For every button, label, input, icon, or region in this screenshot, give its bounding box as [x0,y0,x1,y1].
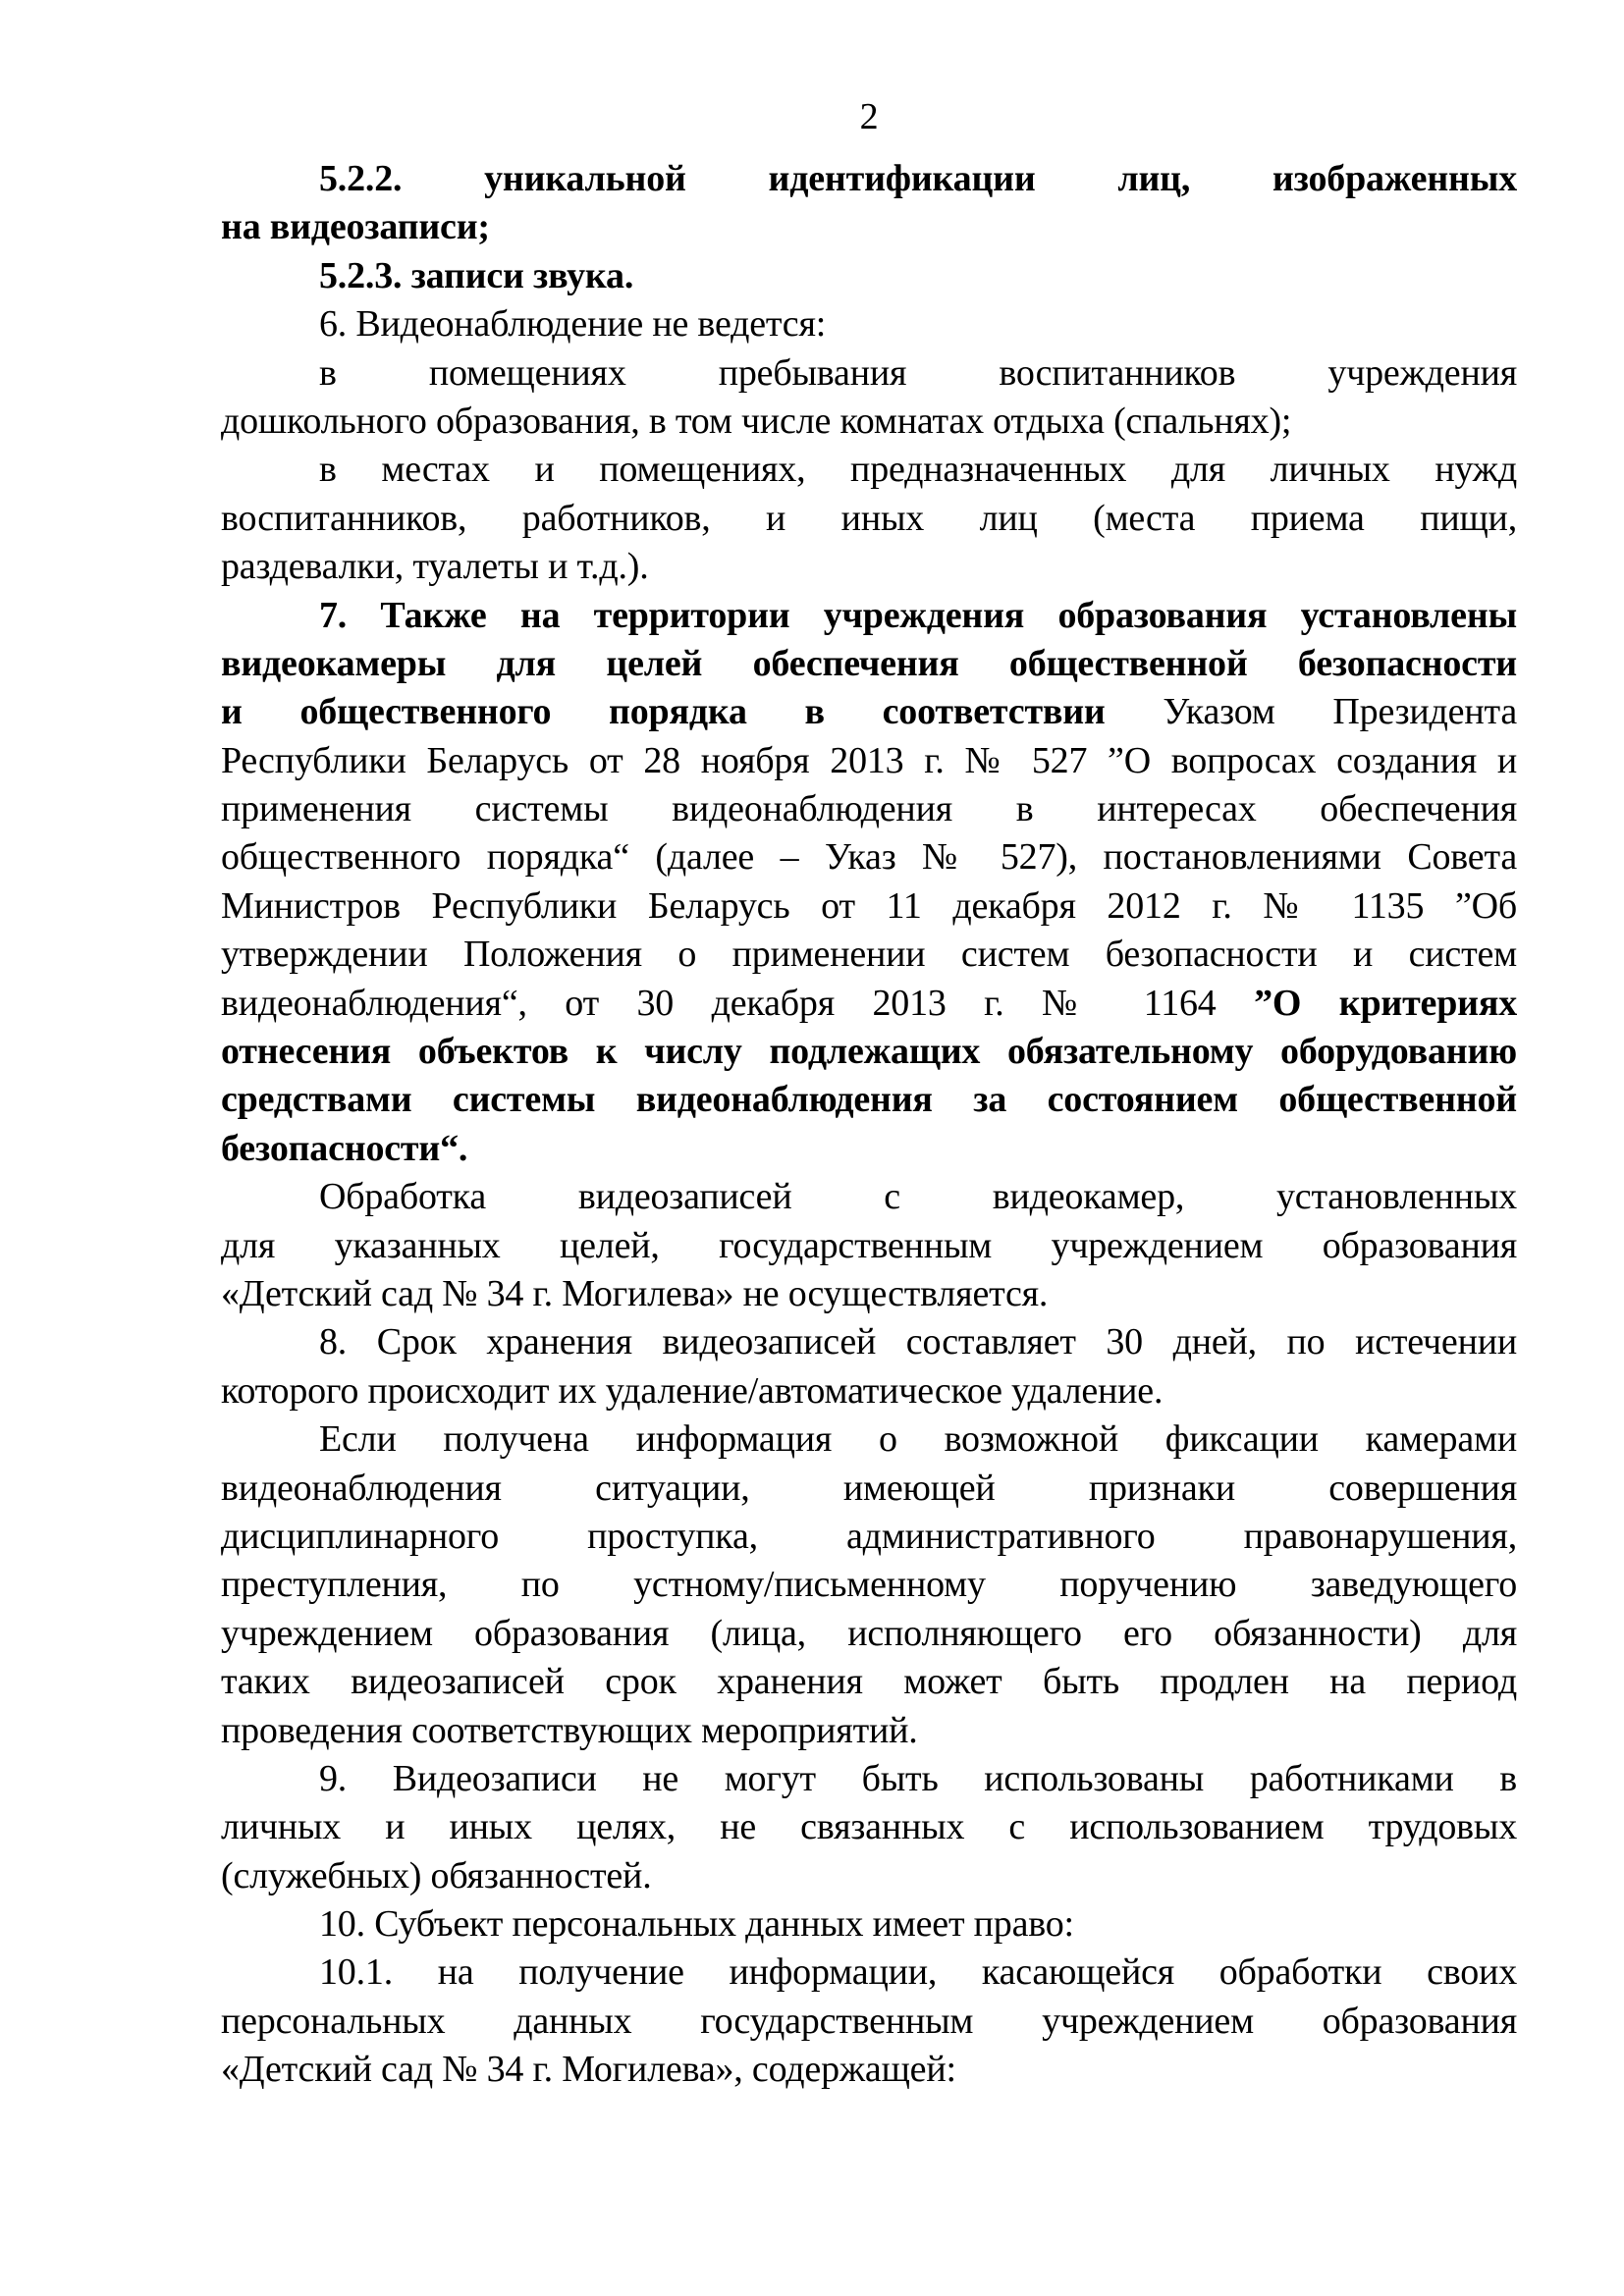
text-line [221,300,1517,348]
text-line [221,1076,1517,1124]
bold-text-segment: на видеозаписи; [221,206,490,248]
bold-text-segment: 7. Также на территории учреждения образования установлены [319,594,1517,636]
text-segment: 10. Субъект персональных данных имеет право: [319,1903,1074,1946]
text-line [221,931,1517,979]
text-segment: которого происходит их удаление/автоматическое удаление. [221,1369,1164,1412]
text-line [221,592,1517,640]
text-segment: для указанных целей, государственным учреждением образования [221,1224,1517,1266]
text-line [221,1465,1517,1513]
text-line [221,252,1517,300]
text-segment: «Детский сад № 34 г. Могилева», содержащей: [221,2049,956,2091]
text-line [221,203,1517,251]
text-segment: 10.1. на получение информации, касающейся обработки своих [319,1951,1517,1994]
bold-text-segment: видеокамеры для целей обеспечения общественной безопасности [221,642,1517,684]
text-segment: «Детский сад № 34 г. Могилева» не осуществляется. [221,1272,1049,1314]
text-segment: Обработка видеозаписей с видеокамер, установленных [319,1176,1517,1218]
text-segment: персональных данных государственным учреждением образования [221,2000,1517,2042]
text-segment: применения системы видеонаблюдения в интересах обеспечения [221,788,1517,830]
text-segment: дошкольного образования, в том числе комнатах отдыха (спальнях); [221,400,1292,442]
text-line [221,833,1517,881]
text-segment: 6. Видеонаблюдение не ведется: [319,303,827,346]
text-line [221,1949,1517,1997]
bold-text-segment: безопасности“. [221,1127,468,1169]
text-line [221,1852,1517,1900]
text-line [221,1028,1517,1076]
page-number: 2 [859,96,879,137]
text-segment: (служебных) обязанностей. [221,1854,652,1896]
text-line [221,1318,1517,1366]
text-segment: личных и иных целях, не связанных с использованием трудовых [221,1806,1517,1848]
text-line [221,446,1517,494]
text-segment: 8. Срок хранения видеозаписей составляет 30 дней, по истечении [319,1321,1517,1363]
bold-text-segment: и общественного порядка в соответствии [221,691,1164,733]
text-segment: воспитанников, работников, и иных лиц (места приема пищи, [221,497,1517,539]
text-line [221,1755,1517,1803]
text-line [221,1998,1517,2046]
text-line [221,1513,1517,1561]
text-line [221,1900,1517,1949]
text-segment: Министров Республики Беларусь от 11 декабря 2012 г. № 1135 ”Об [221,884,1517,927]
text-line [221,785,1517,833]
text-line [221,1658,1517,1706]
text-line [221,1125,1517,1173]
text-segment: утверждении Положения о применении систем безопасности и систем [221,934,1517,976]
text-line [221,1415,1517,1464]
text-segment: таких видеозаписей срок хранения может быть продлен на период [221,1661,1517,1703]
bold-text-segment: отнесения объектов к числу подлежащих обязательному оборудованию [221,1031,1517,1073]
text-segment: видеонаблюдения“, от 30 декабря 2013 г. № 1164 [221,982,1255,1024]
text-line [221,2046,1517,2094]
text-line [221,495,1517,543]
text-line [221,543,1517,591]
text-segment: видеонаблюдения ситуации, имеющей признаки совершения [221,1467,1517,1509]
text-segment: Указом Президента [1163,691,1517,733]
bold-text-segment: средствами системы видеонаблюдения за состоянием общественной [221,1079,1517,1121]
text-line [221,349,1517,398]
text-line [221,980,1517,1028]
text-line [221,688,1517,736]
bold-text-segment: ”О критериях [1254,982,1517,1024]
text-line [221,155,1517,203]
text-segment: в местах и помещениях, предназначенных для личных нужд [319,449,1517,491]
text-line [221,398,1517,446]
text-segment: общественного порядка“ (далее – Указ № 527), постановлениями Совета [221,836,1517,879]
document-body [221,155,1517,2095]
text-segment: Республики Беларусь от 28 ноября 2013 г. № 527 ”О вопросах создания и [221,739,1517,781]
text-segment: раздевалки, туалеты и т.д.). [221,546,649,588]
text-segment: дисциплинарного проступка, административного правонарушения, [221,1515,1517,1557]
text-segment: Если получена информация о возможной фиксации камерами [319,1418,1517,1461]
text-segment: учреждением образования (лица, исполняющего его обязанности) для [221,1612,1517,1654]
text-line [221,882,1517,931]
text-segment: в помещениях пребывания воспитанников учреждения [319,351,1517,394]
text-line [221,1173,1517,1221]
bold-text-segment: 5.2.3. записи звука. [319,254,634,296]
text-line [221,1707,1517,1755]
text-line [221,1803,1517,1851]
bold-text-segment: 5.2.2. уникальной идентификации лиц, изображенных [319,158,1517,199]
text-line [221,1610,1517,1658]
text-segment: проведения соответствующих мероприятий. [221,1709,918,1751]
text-segment: 9. Видеозаписи не могут быть использованы работниками в [319,1757,1517,1799]
text-line [221,1367,1517,1415]
text-line [221,1270,1517,1318]
text-line [221,640,1517,688]
text-line [221,737,1517,785]
text-segment: преступления, по устному/письменному поручению заведующего [221,1564,1517,1606]
text-line [221,1222,1517,1270]
text-line [221,1561,1517,1609]
